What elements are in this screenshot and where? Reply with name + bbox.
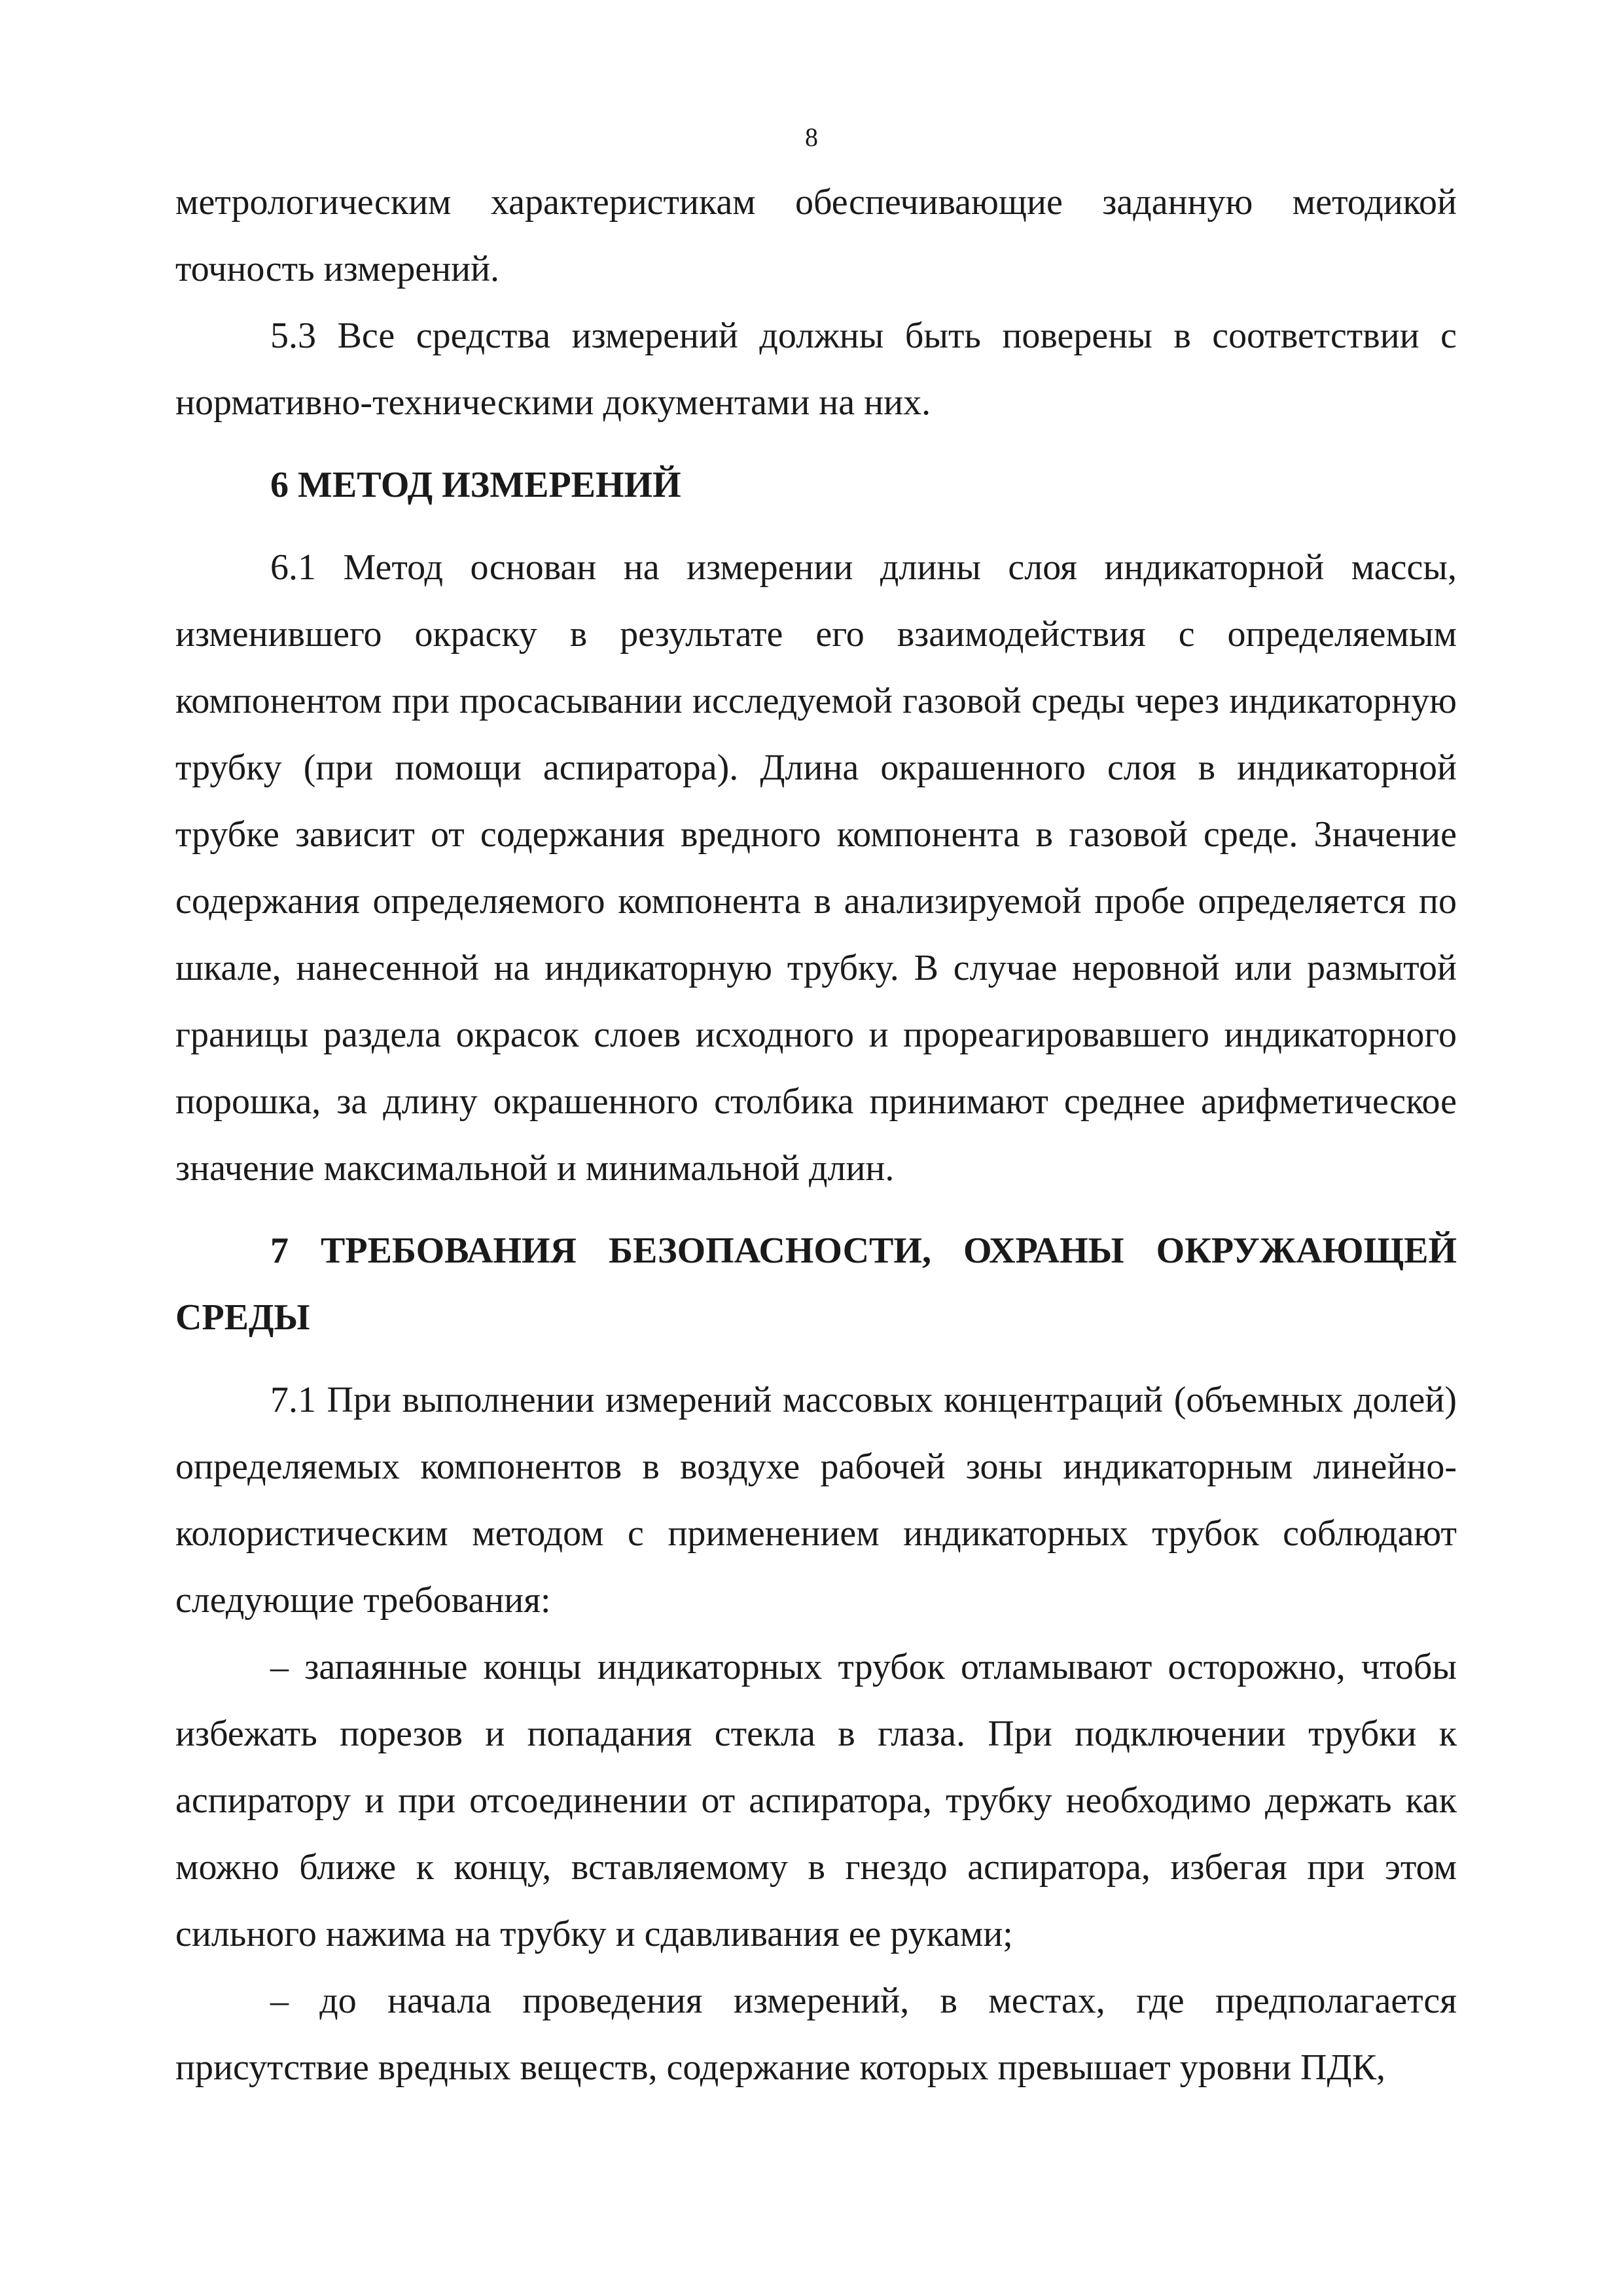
paragraph-6-1: 6.1 Метод основан на измерении длины слоя индикаторной массы, изменившего окраску в результате его взаимодействия с определяемым компонентом при просасывании исследуемой газовой среды через индикаторную трубку (при помощи аспиратора). Длина окрашенного слоя в индикаторной трубке зависит от содержания вредного компонента в газовой среде. Значение содержания определяемого компонента в анализируемой пробе определяется по шкале, нанесенной на индикаторную трубку. В случае неровной или размытой границы раздела окрасок слоев исходного и прореагировавшего индикаторного порошка, за длину окрашенного столбика принимают среднее арифметическое значение максимальной и минимальной длин.	[175, 547, 1457, 1189]
section-heading-6: 6 МЕТОД ИЗМЕРЕНИЙ	[270, 465, 681, 505]
paragraph-5-3: 5.3 Все средства измерений должны быть поверены в соответствии с нормативно-техническими документами на них.	[175, 315, 1457, 423]
section-heading-7: 7 ТРЕБОВАНИЯ БЕЗОПАСНОСТИ, ОХРАНЫ ОКРУЖАЮЩЕЙ СРЕДЫ	[175, 1230, 1457, 1338]
paragraph-metrological-continuation: метрологическим характеристикам обеспечивающие заданную методикой точность измерений.	[175, 182, 1457, 289]
paragraph-7-1: 7.1 При выполнении измерений массовых концентраций (объемных долей) определяемых компонентов в воздухе рабочей зоны индикаторным линейно-колористическим методом с применением индикаторных трубок соблюдают следующие требования:	[175, 1380, 1457, 1621]
list-item-sealed-ends: – запаянные концы индикаторных трубок отламывают осторожно, чтобы избежать порезов и попадания стекла в глаза. При подключении трубки к аспиратору и при отсоединении от аспиратора, трубку необходимо держать как можно ближе к концу, вставляемому в гнездо аспиратора, избегая при этом сильного нажима на трубку и сдавливания ее руками;	[175, 1647, 1457, 1954]
page-content	[175, 169, 1457, 2101]
list-item-before-measurement: – до начала проведения измерений, в местах, где предполагается присутствие вредных веществ, содержание которых превышает уровни ПДК,	[175, 1981, 1457, 2088]
page-number: 8	[805, 122, 818, 152]
